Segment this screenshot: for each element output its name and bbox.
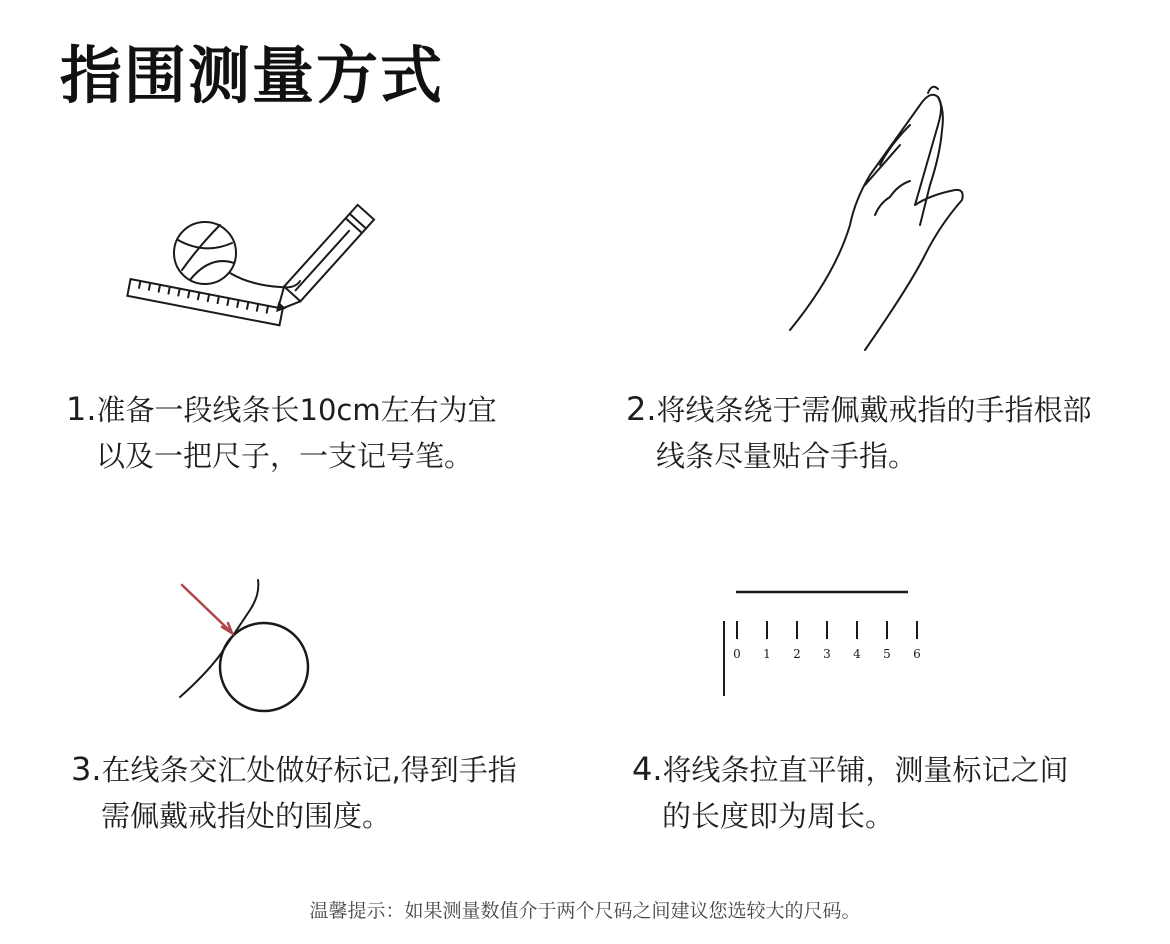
step-2-line-1: 将线条绕于需佩戴戒指的手指根部	[656, 393, 1092, 427]
step-2-line-2: 线条尽量贴合手指。	[656, 439, 918, 473]
ruler-icon	[127, 279, 282, 325]
ruler-scale-icon	[724, 621, 965, 696]
step-3	[71, 746, 517, 839]
ruler-label: 6	[913, 647, 921, 661]
ruler-label: 4	[853, 647, 861, 661]
step-3-line-2: 需佩戴戒指处的围度。	[101, 799, 392, 833]
step-2	[626, 386, 1092, 479]
ruler-label: 2	[793, 647, 801, 661]
step-1	[66, 386, 497, 479]
ruler-label: 3	[823, 647, 831, 661]
page-title: 指围测量方式	[60, 39, 445, 112]
step-4-line-2: 的长度即为周长。	[662, 799, 895, 833]
yarn-ball-icon	[174, 222, 236, 284]
ruler-label: 1	[763, 647, 771, 661]
hand-illustration	[780, 85, 980, 355]
step-1-number: 1.	[66, 390, 97, 428]
tools-illustration	[110, 185, 400, 345]
step-1-line-2: 以及一把尺子，一支记号笔。	[96, 439, 474, 473]
step-2-number: 2.	[626, 390, 657, 428]
loop-illustration	[170, 575, 330, 715]
step-1-line-1: 准备一段线条长10cm左右为宜	[96, 393, 497, 427]
ruler-label: 0	[733, 647, 741, 661]
step-3-line-1: 在线条交汇处做好标记,得到手指	[101, 753, 517, 787]
arrow-icon	[182, 585, 230, 631]
tip-text: 温馨提示：如果测量数值介于两个尺码之间建议您选较大的尺码。	[309, 900, 861, 922]
pencil-icon	[269, 205, 374, 318]
measure-illustration	[720, 585, 970, 700]
ruler-label: 5	[883, 647, 891, 661]
step-3-number: 3.	[71, 750, 102, 788]
step-4-line-1: 将线条拉直平铺，测量标记之间	[662, 753, 1069, 787]
step-4-number: 4.	[632, 750, 663, 788]
step-4	[632, 746, 1069, 839]
